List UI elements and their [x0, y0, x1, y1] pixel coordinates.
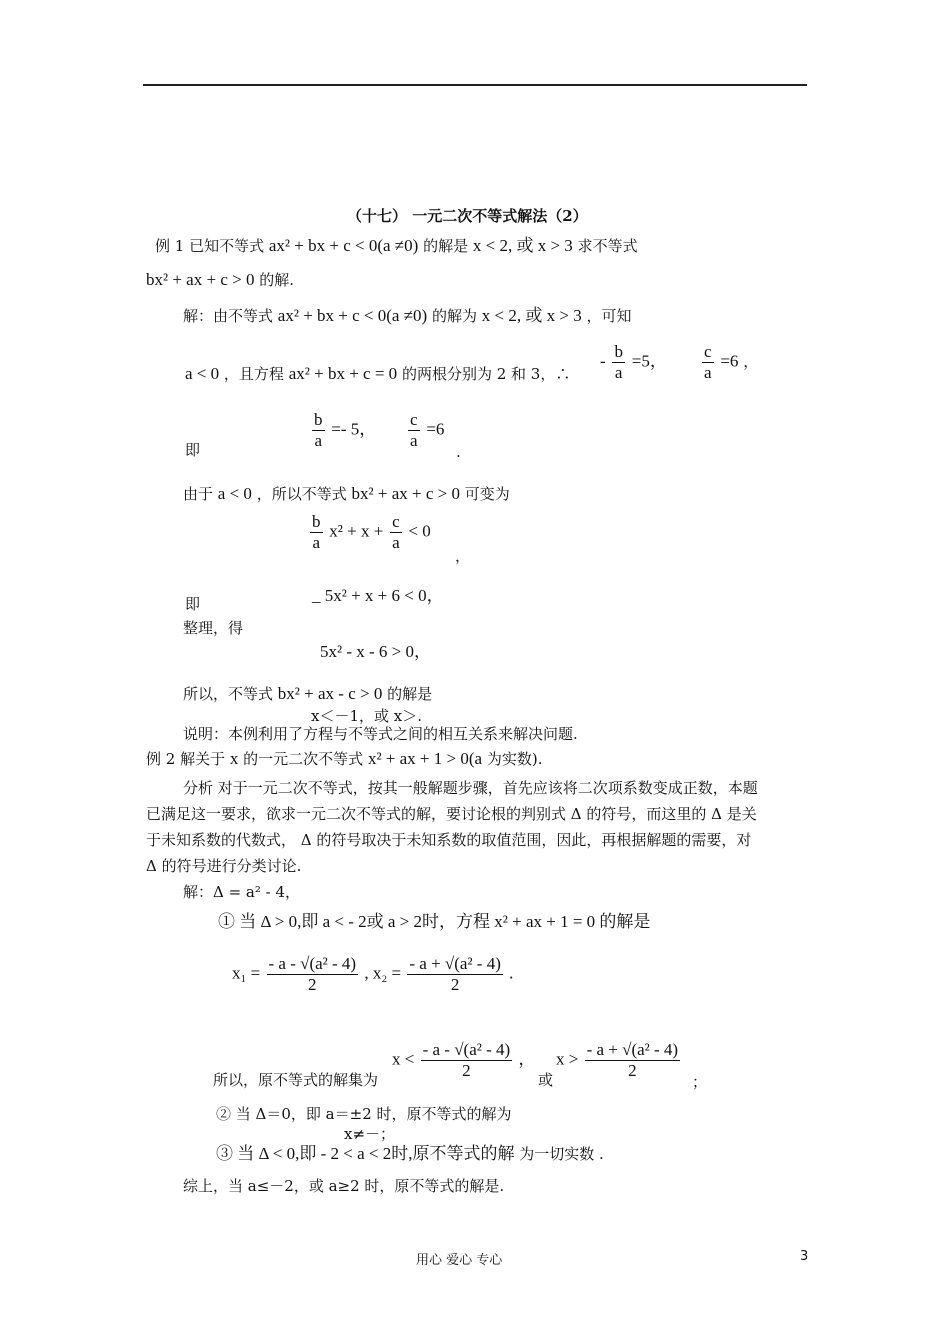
- example2-statement: 例 2 解关于 x 的一元二次不等式 x² + ax + 1 > 0(a 为实数).: [146, 749, 543, 768]
- solution-set-label: 所以，原不等式的解集为: [213, 1071, 379, 1089]
- example1-answer: x＜－1，或 x＞.: [311, 707, 422, 725]
- ratio-b-a: $\frac{b}{a}$ =- 5，: [314, 410, 377, 450]
- example1-solution-line2: a < 0 ，且方程 ax² + bx + c = 0 的两根分别为 2 和 3，∴: [185, 364, 571, 383]
- vieta-sum: - $\frac{b}{a}$ =5，: [600, 342, 667, 382]
- given-inequality: ax² + bx + c < 0(a ≠0): [268, 236, 419, 255]
- header-rule: [143, 84, 807, 86]
- step3-inequality: 5x² - x - 6 > 0，: [320, 642, 432, 661]
- target-inequality: bx² + ax + c > 0: [146, 270, 255, 289]
- analysis-line1: 分析 对于一元二次不等式，按其一般解题步骤，首先应该将二次项系数变成正数，本题: [183, 779, 758, 797]
- delta-definition: 解：Δ = a² - 4，: [183, 883, 301, 901]
- ratio-c-a: $\frac{c}{a}$ =6: [410, 410, 445, 450]
- roots-formula: x₁ = $\frac{\text{- a - √(a² - 4)}}{2}$ , x₂ = $\frac{\text{- a + √(a² - 4)}}{2}$ .: [232, 954, 514, 994]
- ji-label-2: 即: [185, 595, 201, 613]
- footer-motto: 用心 爱心 专心: [416, 1253, 503, 1268]
- case1-line: ① 当 Δ > 0,即 a < - 2或 a > 2时，方程 x² + ax + 1 = 0 的解是: [218, 912, 651, 931]
- conclusion-line: 所以，不等式 bx² + ax - c > 0 的解是: [183, 684, 433, 703]
- analysis-line4: Δ 的符号进行分类讨论.: [146, 857, 302, 875]
- or-label: 或: [538, 1071, 554, 1089]
- ji-label-1: 即: [185, 441, 201, 459]
- step2-inequality: _ 5x² + x + 6 < 0，: [312, 586, 444, 605]
- analysis-line2: 已满足这一要求，欲求一元二次不等式的解，要讨论根的判别式 Δ 的符号，而这里的 Δ 是关: [146, 805, 757, 823]
- solution-set-upper: x > $\frac{\text{- a + √(a² - 4)}}{2}$: [556, 1040, 679, 1080]
- case2-answer: x≠－；: [344, 1125, 396, 1143]
- example1-note: 说明：本例利用了方程与不等式之间的相互关系来解决问题.: [183, 725, 578, 743]
- section-title: （十七） 一元二次不等式解法（2）: [347, 207, 588, 225]
- given-solution: x < 2, 或 x > 3: [472, 236, 573, 255]
- period-1: .: [456, 443, 461, 461]
- page-number: 3: [800, 1249, 809, 1264]
- case3-line: ③ 当 Δ < 0,即 - 2 < a < 2时,原不等式的解 为一切实数 .: [216, 1144, 604, 1163]
- solution-set-lower: x < $\frac{\text{- a - √(a² - 4)}}{2}$ ，: [392, 1040, 536, 1080]
- example1-solution-line1: 解：由不等式 ax² + bx + c < 0(a ≠0) 的解为 x < 2, 或 x > 3 ，可知: [183, 306, 632, 325]
- comma-1: ，: [455, 547, 471, 565]
- since-line: 由于 a < 0 ，所以不等式 bx² + ax + c > 0 可变为: [183, 484, 510, 503]
- transformed-inequality: $\frac{b}{a}$ x² + x + $\frac{c}{a}$ < 0: [312, 512, 431, 552]
- semicolon: ；: [692, 1073, 708, 1091]
- summary-line: 综上，当 a≤－2，或 a≥2 时，原不等式的解是.: [183, 1177, 505, 1195]
- vieta-product: $\frac{c}{a}$ =6 ，: [704, 342, 759, 382]
- example1-statement: 例 1 已知不等式 ax² + bx + c < 0(a ≠0) 的解是 x < 2, 或 x > 3 求不等式: [155, 236, 638, 255]
- example1-target: bx² + ax + c > 0 的解.: [146, 270, 295, 289]
- case2-line: ② 当 Δ＝0，即 a＝±2 时，原不等式的解为: [216, 1105, 512, 1123]
- zhengli-label: 整理，得: [183, 619, 244, 637]
- analysis-line3: 于未知系数的代数式， Δ 的符号取决于未知系数的取值范围，因此，再根据解题的需要，对: [146, 831, 752, 849]
